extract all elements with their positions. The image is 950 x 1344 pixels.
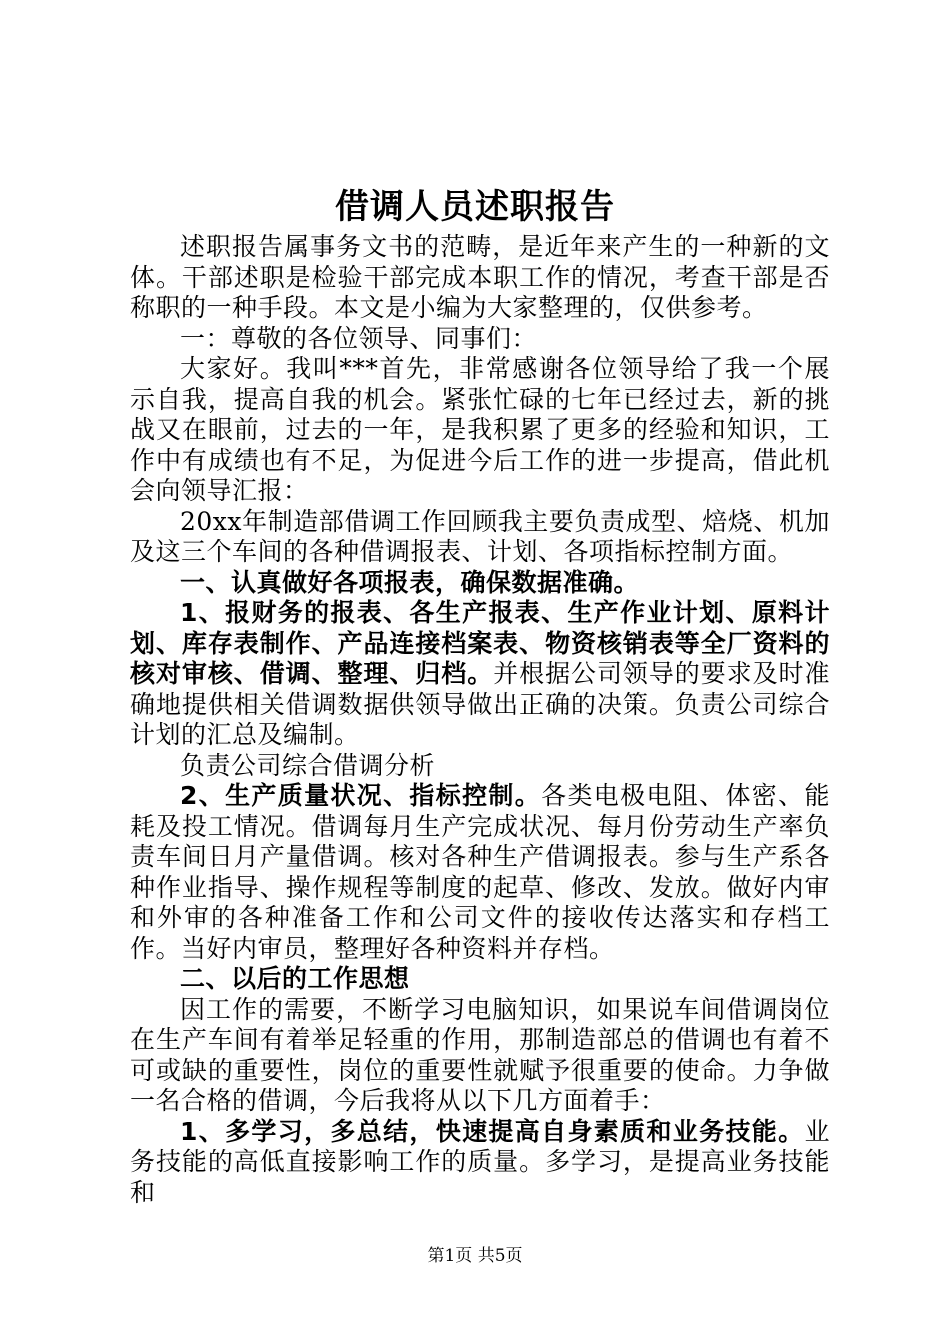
paragraph-analysis: 负责公司综合借调分析 [180, 750, 436, 780]
page-footer: 第1页 共5页 [427, 1246, 523, 1266]
paragraph-greeting: 一：尊敬的各位领导、同事们： [180, 323, 538, 353]
item-quality-lead: 2、生产质量状况、指标控制。 [180, 781, 542, 810]
item-reports-text: 并根据公司领导的要求及时准确地提供相关借调数据供领导做出正确的决策。负责公司综合计划的汇总及编制。 [130, 659, 830, 749]
paragraph-intro: 述职报告属事务文书的范畴，是近年来产生的一种新的文体。干部述职是检验干部完成本职工作的情况，考查干部是否称职的一种手段。本文是小编为大家整理的，仅供参考。 [130, 232, 830, 322]
paragraph-item-quality [130, 781, 830, 964]
item-learning-lead: 1、多学习，多总结，快速提高自身素质和业务技能。 [180, 1116, 805, 1146]
paragraph-self-intro: 大家好。我叫***首先，非常感谢各位领导给了我一个展示自我，提高自我的机会。紧张忙碌的七年已经过去，新的挑战又在眼前，过去的一年，是我积累了更多的经验和知识，工作中有成绩也有不足，为促进今后工作的进一步提高，借此机会向领导汇报： [130, 354, 830, 505]
item-reports-lead: 1、报财务的报表、各生产报表、生产作业计划、原料计划、库存表制作、产品连接档案表、物资核销表等全厂资料的核对审核、借调、整理、归档。 [130, 598, 830, 688]
paragraph-item-learning [130, 1117, 830, 1209]
section-heading-1: 一、认真做好各项报表，确保数据准确。 [180, 567, 640, 597]
item-learning-text: 业务技能的高低直接影响工作的质量。多学习，是提高业务技能和 [130, 1116, 830, 1207]
paragraph-review: 20xx年制造部借调工作回顾我主要负责成型、焙烧、机加及这三个车间的各种借调报表、计划、各项指标控制方面。 [130, 506, 830, 566]
paragraph-item-reports [130, 598, 830, 751]
paragraph-future: 因工作的需要，不断学习电脑知识，如果说车间借调岗位在生产车间有着举足轻重的作用，那制造部总的借调也有着不可或缺的重要性，岗位的重要性就赋予很重要的使命。力争做一名合格的借调，今后我将从以下几方面着手： [130, 994, 830, 1115]
section-heading-2: 二、以后的工作思想 [180, 964, 410, 993]
item-quality-text: 各类电极电阻、体密、能耗及投工情况。借调每月生产完成状况、每月份劳动生产率负责车间日月产量借调。核对各种生产借调报表。参与生产系各种作业指导、操作规程等制度的起草、修改、发放。做好内审和外审的各种准备工作和公司文件的接收传达落实和存档工作。当好内审员，整理好各种资料并存档。 [130, 781, 830, 963]
document-title: 借调人员述职报告 [335, 187, 615, 227]
document-body [130, 232, 830, 1208]
